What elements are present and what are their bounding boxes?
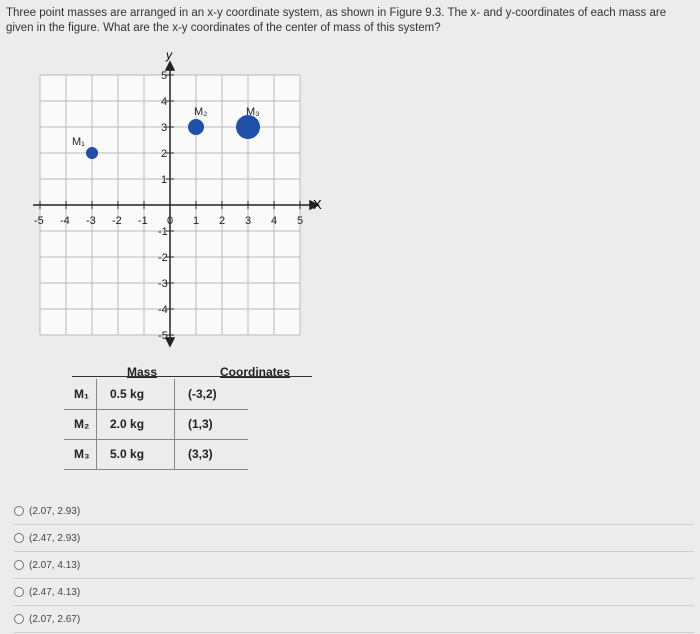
table-header-coordinates: Coordinates	[220, 365, 291, 379]
option-label: (2.47, 4.13)	[29, 586, 81, 598]
y-arrow-icon	[166, 62, 174, 70]
column-divider	[174, 379, 175, 409]
x-tick-label: -2	[112, 215, 122, 227]
row-coordinates: (3,3)	[188, 447, 213, 461]
x-tick-label: -4	[60, 215, 70, 227]
column-divider	[174, 439, 175, 469]
table-row	[64, 409, 248, 440]
radio-icon[interactable]	[14, 533, 24, 543]
column-divider	[96, 409, 97, 439]
y-tick-label: -5	[158, 330, 168, 342]
x-tick-label: 4	[271, 215, 278, 227]
x-tick-label: 1	[193, 215, 200, 227]
x-tick-label: -5	[34, 215, 44, 227]
mass-label: M₃	[246, 106, 260, 118]
row-coordinates: (-3,2)	[188, 387, 217, 401]
y-tick-label: 5	[161, 70, 168, 82]
mass-point	[188, 119, 204, 135]
option-1[interactable]	[14, 498, 694, 525]
column-divider	[96, 439, 97, 469]
table-row	[64, 439, 248, 470]
table-top-rule	[72, 376, 312, 377]
option-4[interactable]	[14, 579, 694, 606]
radio-icon[interactable]	[14, 560, 24, 570]
option-2[interactable]	[14, 525, 694, 552]
y-axis-label: y	[166, 48, 172, 62]
option-label: (2.07, 2.67)	[29, 613, 81, 625]
row-name: M₂	[74, 417, 90, 431]
y-tick-label: -3	[158, 278, 168, 290]
x-tick-label: 2	[219, 215, 226, 227]
column-divider	[96, 379, 97, 409]
y-tick-label: -4	[158, 304, 168, 316]
answer-options	[14, 498, 694, 633]
option-label: (2.07, 4.13)	[29, 559, 81, 571]
y-tick-label: 3	[161, 122, 168, 134]
y-tick-label: 2	[161, 148, 168, 160]
option-3[interactable]	[14, 552, 694, 579]
option-5[interactable]	[14, 606, 694, 633]
x-axis-label: X	[313, 197, 322, 212]
y-tick-label: 1	[161, 174, 168, 186]
row-name: M₁	[74, 387, 89, 401]
row-coordinates: (1,3)	[188, 417, 213, 431]
x-tick-label: 5	[297, 215, 304, 227]
x-tick-label: 3	[245, 215, 252, 227]
row-mass: 5.0 kg	[110, 447, 145, 461]
mass-label: M₁	[72, 136, 85, 148]
mass-point	[236, 115, 260, 139]
option-label: (2.07, 2.93)	[29, 505, 81, 517]
y-tick-label: -1	[158, 226, 168, 238]
x-tick-label: -3	[86, 215, 96, 227]
row-mass: 0.5 kg	[110, 387, 145, 401]
y-tick-label: 4	[161, 96, 168, 108]
mass-label: M₂	[194, 106, 208, 118]
x-tick-label: 0	[167, 215, 174, 227]
option-label: (2.47, 2.93)	[29, 532, 81, 544]
table-header-mass: Mass	[127, 365, 158, 379]
radio-icon[interactable]	[14, 506, 24, 516]
question-text: Three point masses are arranged in an x-y coordinate system, as shown in Figure 9.3. The x- and y-coordinates of each mass are given in the figure. What are the x-y coordinates of the center of mass of this system?	[6, 7, 667, 34]
table-row	[64, 379, 248, 410]
radio-icon[interactable]	[14, 587, 24, 597]
radio-icon[interactable]	[14, 614, 24, 624]
mass-point	[86, 147, 98, 159]
row-name: M₃	[74, 447, 90, 461]
row-mass: 2.0 kg	[110, 417, 145, 431]
x-tick-label: -1	[138, 215, 148, 227]
y-tick-label: -2	[158, 252, 168, 264]
column-divider	[174, 409, 175, 439]
